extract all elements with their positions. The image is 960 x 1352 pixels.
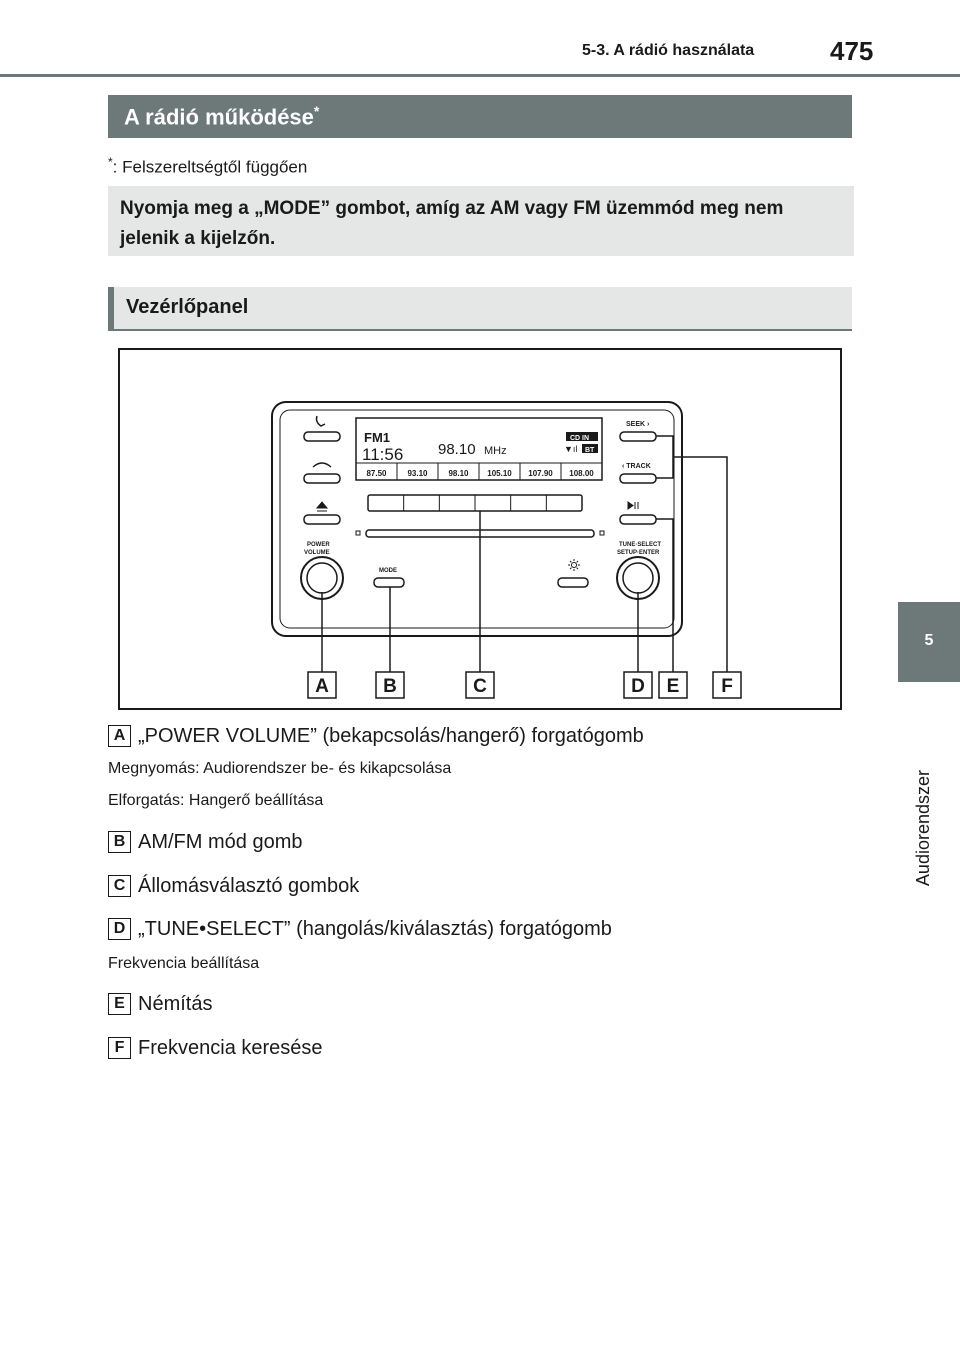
seek-button[interactable] xyxy=(620,432,656,441)
preset-button[interactable] xyxy=(405,496,439,510)
item-detail-a-2: Elforgatás: Hangerő beállítása xyxy=(108,792,324,809)
footnote-mark: * xyxy=(108,155,113,169)
page-title-text: A rádió működése xyxy=(124,104,314,130)
item-text-e: Némítás xyxy=(138,993,213,1015)
item-text-a: „POWER VOLUME” (bekapcsolás/hangerő) forgatógomb xyxy=(138,725,644,747)
item-letter-e: E xyxy=(108,993,131,1015)
item-letter-b: B xyxy=(108,831,131,853)
item-text-c: Állomásválasztó gombok xyxy=(138,875,360,897)
tune-select-label: TUNE·SELECT xyxy=(619,542,661,548)
callout-letter-b: B xyxy=(383,676,397,697)
track-down-icon: ‹ xyxy=(622,463,627,470)
power-volume-knob[interactable] xyxy=(307,563,337,593)
cd-in-text: CD IN xyxy=(570,435,590,442)
power-label: POWER xyxy=(307,542,330,548)
phone-pickup-button[interactable] xyxy=(304,432,340,441)
control-panel-figure xyxy=(118,348,842,710)
subheading: Vezérlőpanel xyxy=(126,296,249,318)
preset-readout: 93.10 xyxy=(407,469,428,478)
item-letter-f: F xyxy=(108,1037,131,1059)
callout-letter-e: E xyxy=(666,676,680,697)
play-pause-button[interactable] xyxy=(620,515,656,524)
eject-button[interactable] xyxy=(304,515,340,524)
display-unit: MHz xyxy=(484,445,507,457)
brightness-icon xyxy=(568,559,580,571)
radio-unit-inner xyxy=(280,410,674,628)
preset-buttons xyxy=(369,495,581,511)
bt-text: BT xyxy=(585,447,595,454)
instruction-text: Nyomja meg a „MODE” gombot, amíg az AM vagy FM üzemmód meg nem jelenik a kijelzőn. xyxy=(120,198,784,249)
preset-button[interactable] xyxy=(547,496,581,510)
track-label-text: TRACK xyxy=(626,463,651,470)
track-button[interactable] xyxy=(620,474,656,483)
item-text-f: Frekvencia keresése xyxy=(138,1037,323,1059)
item-detail-d-1: Frekvencia beállítása xyxy=(108,955,260,972)
mode-button[interactable] xyxy=(374,578,404,587)
seek-label-text: SEEK xyxy=(626,421,646,428)
preset-readout: 98.10 xyxy=(448,469,469,478)
item-text-b: AM/FM mód gomb xyxy=(138,831,303,853)
mode-label: MODE xyxy=(379,568,397,574)
chapter-tab[interactable] xyxy=(898,602,960,682)
control-panel-illustration xyxy=(120,350,840,708)
display-frequency: 98.10 xyxy=(438,441,476,458)
instruction-box xyxy=(108,186,854,256)
tune-select-knob[interactable] xyxy=(623,563,653,593)
section-title: 5-3. A rádió használata xyxy=(582,42,755,59)
preset-button[interactable] xyxy=(440,496,474,510)
item-letter-c: C xyxy=(108,875,131,897)
phone-hangup-icon xyxy=(313,463,331,467)
callout-labels xyxy=(308,672,741,698)
footnote xyxy=(108,155,307,178)
preset-readout: 108.00 xyxy=(569,469,594,478)
preset-button[interactable] xyxy=(512,496,546,510)
item-detail-a-1: Megnyomás: Audiorendszer be- és kikapcsolása xyxy=(108,760,452,777)
callout-letter-f: F xyxy=(721,676,733,697)
item-letter-d: D xyxy=(108,918,131,940)
preset-readout: 107.90 xyxy=(528,469,553,478)
preset-readout: 105.10 xyxy=(487,469,512,478)
preset-button[interactable] xyxy=(476,496,510,510)
track-label xyxy=(622,463,651,470)
callout-letter-a: A xyxy=(315,676,329,697)
brightness-button[interactable] xyxy=(558,578,588,587)
preset-readout: 87.50 xyxy=(366,469,387,478)
header-rule xyxy=(0,74,960,77)
seek-label xyxy=(626,421,650,428)
page-number: 475 xyxy=(830,36,874,66)
eject-icon xyxy=(317,502,327,511)
subheading-box xyxy=(108,287,852,331)
leader-bracket-f xyxy=(656,436,673,478)
callout-letter-c: C xyxy=(473,676,487,697)
signal-icon: ▼ıl xyxy=(564,444,578,454)
cd-slot-led-left xyxy=(356,531,360,535)
footnote-text: : Felszereltségtől függően xyxy=(112,157,308,177)
item-text-d: „TUNE•SELECT” (hangolás/kiválasztás) forgatógomb xyxy=(138,918,612,940)
chapter-number: 5 xyxy=(924,632,934,649)
preset-button[interactable] xyxy=(369,496,403,510)
phone-pickup-icon xyxy=(317,416,326,426)
seek-up-icon: › xyxy=(645,421,650,428)
phone-hangup-button[interactable] xyxy=(304,474,340,483)
play-pause-icon xyxy=(628,502,638,509)
volume-label: VOLUME xyxy=(304,550,330,556)
cd-slot-led-right xyxy=(600,531,604,535)
title-footnote-mark: * xyxy=(313,103,320,119)
setup-enter-label: SETUP·ENTER xyxy=(617,550,660,556)
subheading-accent-bar xyxy=(108,287,114,329)
page-title xyxy=(124,103,319,130)
display-clock: 11:56 xyxy=(362,445,404,464)
page-title-bar xyxy=(108,95,852,138)
chapter-label: Audiorendszer xyxy=(913,770,933,887)
item-letter-a: A xyxy=(108,725,131,747)
preset-readouts xyxy=(366,463,594,480)
callout-letter-d: D xyxy=(631,676,645,697)
display-band: FM1 xyxy=(364,430,390,445)
